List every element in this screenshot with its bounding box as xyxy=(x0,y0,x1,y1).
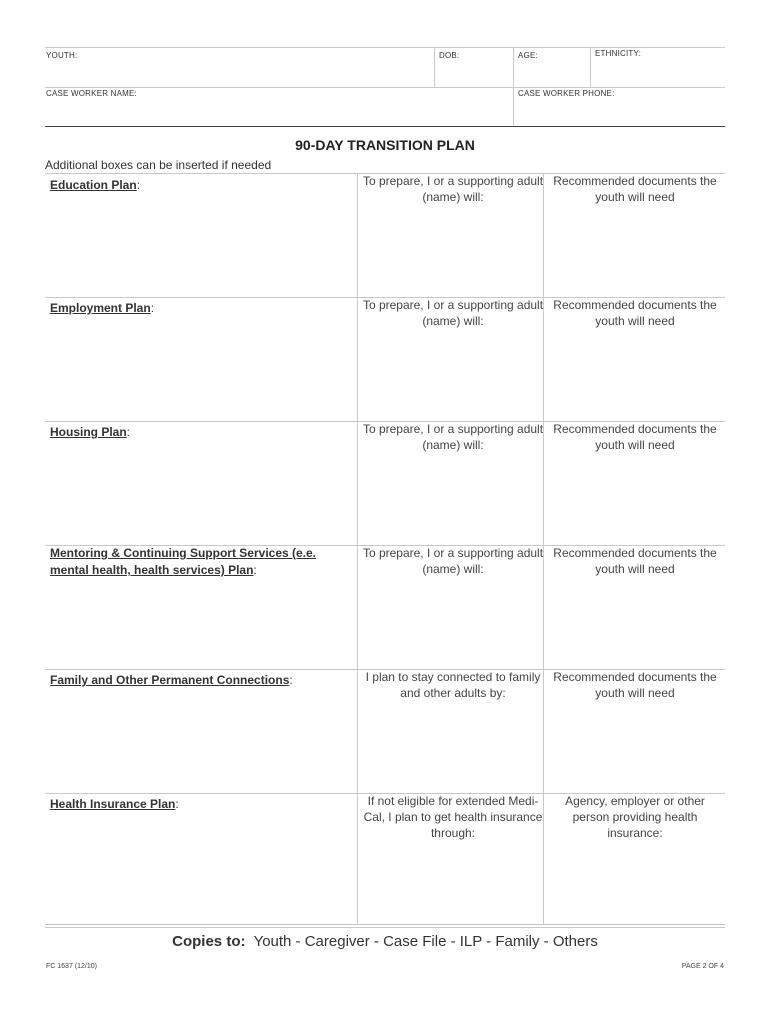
copies-recipients: Youth - Caregiver - Case File - ILP - Family - Others xyxy=(253,933,598,950)
section-column-3-heading: Recommended documents the youth will need xyxy=(553,422,717,452)
header-middle-rule xyxy=(45,87,725,88)
section-column-2-heading: I plan to stay connected to family and other adults by: xyxy=(365,670,541,700)
section-colon: : xyxy=(253,563,257,577)
section-colon: : xyxy=(126,425,131,439)
ethnicity-label: ETHNICITY: xyxy=(595,49,642,58)
section-colon: : xyxy=(289,673,293,687)
section-colon: : xyxy=(136,178,141,192)
header-bottom-rule xyxy=(45,126,725,127)
section-column-3-heading: Recommended documents the youth will need xyxy=(553,670,717,700)
dob-label: DOB: xyxy=(439,51,460,60)
section-label-health-insurance xyxy=(50,796,350,813)
section-label-family xyxy=(50,672,350,689)
section-column-3-heading: Agency, employer or other person providing health insurance: xyxy=(565,794,705,840)
copies-label: Copies to: xyxy=(172,933,246,950)
case-worker-name-label: CASE WORKER NAME: xyxy=(46,89,137,98)
section-column-3-heading: Recommended documents the youth will need xyxy=(553,298,717,328)
header-divider-ethnicity xyxy=(590,47,591,87)
age-label: AGE: xyxy=(518,51,538,60)
section-title: Family and Other Permanent Connections xyxy=(50,673,290,687)
copies-line xyxy=(0,933,770,950)
youth-label: YOUTH: xyxy=(46,51,78,60)
section-column-2-heading: If not eligible for extended Medi-Cal, I plan to get health insurance through: xyxy=(363,794,543,840)
section-title: Housing Plan xyxy=(50,425,127,439)
page-number: PAGE 2 OF 4 xyxy=(681,963,724,970)
section-title: Employment Plan xyxy=(50,301,151,315)
case-worker-phone-label: CASE WORKER PHONE: xyxy=(518,89,615,98)
instruction-note: Additional boxes can be inserted if needed xyxy=(45,158,272,172)
section-label-mentoring xyxy=(50,545,350,579)
section-title: Mentoring & Continuing Support Services (e.e. mental health, health services) Plan xyxy=(50,546,317,577)
section-column-3-heading: Recommended documents the youth will need xyxy=(553,546,717,576)
section-label-housing xyxy=(50,424,350,441)
section-column-2-heading: To prepare, I or a supporting adult (name) will: xyxy=(362,298,544,328)
section-label-employment xyxy=(50,300,350,317)
section-column-2-heading: To prepare, I or a supporting adult (name) will: xyxy=(362,422,544,452)
table-bottom-rule-2 xyxy=(45,927,725,928)
section-column-2-heading: To prepare, I or a supporting adult (name) will: xyxy=(362,174,544,204)
section-label-education xyxy=(50,177,350,194)
form-id: FC 1637 (12/10) xyxy=(46,963,97,970)
section-column-2-heading: To prepare, I or a supporting adult (name) will: xyxy=(362,546,544,576)
table-bottom-rule xyxy=(45,924,725,925)
section-title: Health Insurance Plan xyxy=(50,797,176,811)
header-divider-dob xyxy=(434,47,435,87)
header-top-rule xyxy=(45,47,725,48)
section-colon: : xyxy=(175,797,179,811)
header-divider-age xyxy=(513,47,514,126)
section-title: Education Plan xyxy=(50,178,137,192)
section-column-3-heading: Recommended documents the youth will need xyxy=(553,174,717,204)
table-divider-1 xyxy=(357,173,358,924)
page-title: 90-DAY TRANSITION PLAN xyxy=(295,137,475,153)
section-colon: : xyxy=(150,301,155,315)
